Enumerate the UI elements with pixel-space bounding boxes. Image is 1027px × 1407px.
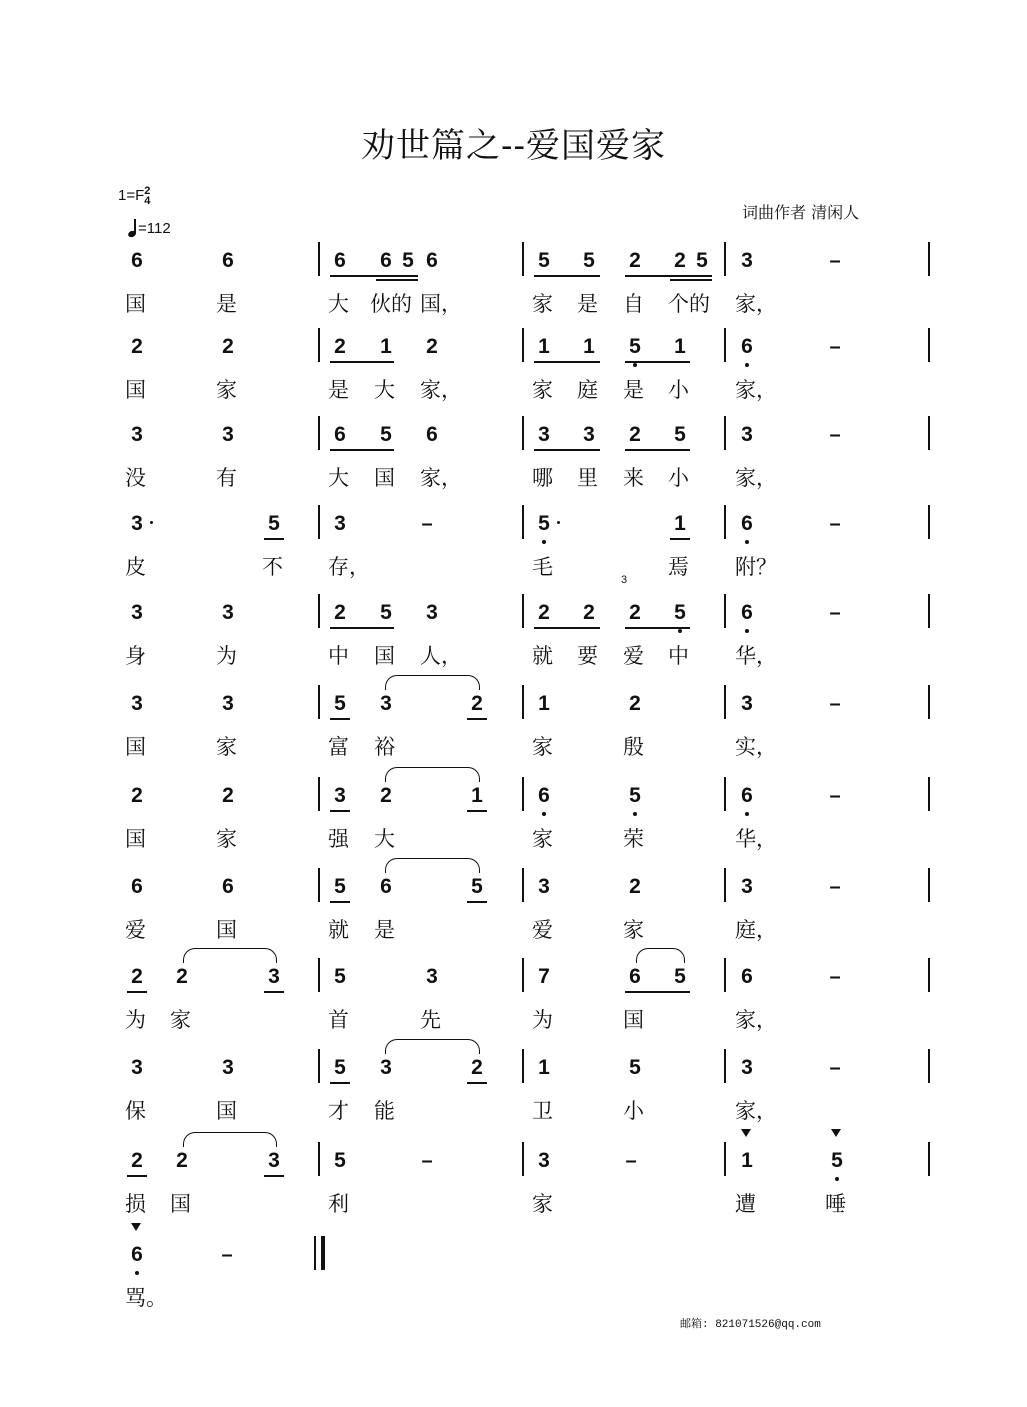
note: 2 [129,1150,145,1172]
note: 3 [131,601,143,624]
note: 5 [469,876,485,898]
bar-line [522,777,524,811]
lyric: 家 [216,378,237,402]
note: 2 [222,335,234,358]
beam-underline [376,279,418,281]
note: 1 [380,335,392,358]
low-octave-dot [678,629,682,633]
low-octave-dot [745,363,749,367]
lyric: 家， [735,378,777,402]
low-octave-dot [633,363,637,367]
bar-line [522,416,524,450]
note: 6 [741,965,753,988]
lyric: 华， [735,827,777,851]
lyric: 家， [735,466,777,490]
accent-icon [131,1223,141,1231]
accent-icon [741,1129,751,1137]
lyric: 家 [216,827,237,851]
note: 2 [538,601,550,624]
note: 6 [739,513,755,535]
lyric: 来 [623,466,644,490]
beam-underline [330,449,394,451]
note: 2 [176,965,188,988]
lyric: 利 [328,1192,349,1216]
augmentation-dot [557,521,560,524]
bar-line [724,594,726,628]
note: 3 [426,965,438,988]
lyric: 为 [125,1008,146,1032]
note: 3 [222,692,234,715]
bar-line [928,1142,930,1176]
lyric: 就 [532,644,553,668]
bar-line [928,868,930,902]
note: 2 [629,875,641,898]
note: 3 [741,1056,753,1079]
note: 1 [739,1150,755,1172]
sustain-dash: – [829,602,841,624]
low-octave-dot [633,812,637,816]
bar-line [522,685,524,719]
note: 3 [222,423,234,446]
sustain-dash: – [829,1057,841,1079]
lyric: 大 [374,378,395,402]
beam-underline [625,627,690,629]
note: 1 [674,335,686,358]
note: 5 [334,965,346,988]
sustain-dash: – [421,513,433,535]
lyric: 大 [328,466,349,490]
lyric: 国 [216,1099,237,1123]
sustain-dash: – [829,424,841,446]
key-label: 1=F [118,186,145,204]
lyric: 骂。 [125,1286,167,1310]
note: 5 [672,602,688,624]
note: 3 [266,966,282,988]
note: 6 [426,249,438,272]
beam-underline [534,361,600,363]
lyric: 中 [328,644,349,668]
lyric: 国 [125,378,146,402]
lyric: 能 [374,1099,395,1123]
beam-underline [625,449,690,451]
lyric: 自 [623,292,644,316]
lyric: 附？ [735,555,777,579]
note: 3 [741,249,753,272]
note: 6 [222,875,234,898]
note: 3 [222,1056,234,1079]
note: 3 [222,601,234,624]
lyric: 殷 [623,735,644,759]
lyric: 荣 [623,827,644,851]
lyric: 人， [420,644,462,668]
bar-line [318,328,320,362]
slur-arc [183,948,277,963]
lyric: 为 [216,644,237,668]
lyric: 才 [328,1099,349,1123]
note: 2 [129,966,145,988]
note: 6 [129,1244,145,1266]
lyric: 国 [125,292,146,316]
note: 5 [583,249,595,272]
note: 6 [629,965,641,988]
lyric: 身 [125,644,146,668]
slur-arc [385,1039,480,1054]
note: 2 [629,601,641,624]
low-octave-dot [835,1177,839,1181]
key-signature [118,186,150,206]
note: 5 [629,1056,641,1079]
note: 5 [674,423,686,446]
lyric: 家 [532,735,553,759]
note: 3 [380,1056,392,1079]
lyric: 里 [577,466,598,490]
note: 5 [402,249,414,272]
bar-line [318,242,320,276]
lyric: 不 [262,555,283,579]
sustain-dash: – [829,250,841,272]
lyric: 国 [125,827,146,851]
tuplet-marker: 3 [621,574,628,586]
bar-line [928,328,930,362]
lyric: 家， [735,1099,777,1123]
lyric: 大 [328,292,349,316]
bar-line [522,594,524,628]
note: 3 [583,423,595,446]
lyric: 损 [125,1192,146,1216]
note: 6 [334,249,346,272]
note: 5 [380,423,392,446]
note: 1 [469,785,485,807]
note: 3 [741,875,753,898]
note: 5 [266,513,282,535]
lyric: 国， [420,292,462,316]
bar-line [724,1142,726,1176]
note: 6 [426,423,438,446]
lyric: 没 [125,466,146,490]
lyric: 国 [623,1008,644,1032]
beam-underline [625,361,690,363]
final-barline [314,1236,325,1270]
lyric: 焉 [668,555,689,579]
lyric: 是 [623,378,644,402]
note: 6 [131,249,143,272]
lyric: 是 [328,378,349,402]
note: 5 [627,785,643,807]
bar-line [318,1049,320,1083]
bar-line [928,958,930,992]
lyric: 家， [735,1008,777,1032]
slur-arc [636,948,685,963]
bar-line [928,505,930,539]
tempo-label: =112 [138,220,171,237]
note: 5 [332,693,348,715]
lyric: 家 [532,292,553,316]
bar-line [724,505,726,539]
note: 2 [222,784,234,807]
note: 2 [629,692,641,715]
lyric: 国 [374,466,395,490]
slur-arc [385,858,480,873]
time-denominator: 4 [144,195,151,207]
lyric: 强 [328,827,349,851]
sustain-dash: – [829,336,841,358]
sustain-dash: – [829,785,841,807]
beam-underline [534,627,600,629]
quarter-note-icon [128,219,138,237]
lyric: 有 [216,466,237,490]
note: 2 [469,693,485,715]
sustain-dash: – [221,1244,233,1266]
low-octave-dot [745,629,749,633]
note: 3 [741,692,753,715]
lyric: 家 [532,378,553,402]
lyric: 庭， [735,918,777,942]
note: 6 [222,249,234,272]
bar-line [318,505,320,539]
lyric: 爱 [623,644,644,668]
low-octave-dot [542,540,546,544]
note: 6 [131,875,143,898]
note: 1 [538,692,550,715]
bar-line [318,416,320,450]
lyric: 大 [374,827,395,851]
lyric: 小 [668,466,689,490]
note: 6 [739,785,755,807]
bar-line [318,594,320,628]
note: 3 [538,423,550,446]
bar-line [724,685,726,719]
note: 3 [334,512,346,535]
lyric: 毛 [532,555,553,579]
note: 5 [674,965,686,988]
lyric: 实， [735,735,777,759]
lyric: 卫 [532,1099,553,1123]
lyric: 家， [420,466,462,490]
note: 5 [332,1057,348,1079]
sustain-dash: – [829,966,841,988]
bar-line [724,868,726,902]
beam-underline [534,275,600,277]
note: 5 [334,1149,346,1172]
note: 2 [131,784,143,807]
bar-line [724,958,726,992]
note: 5 [627,336,643,358]
note: 1 [538,1056,550,1079]
lyric: 家， [420,378,462,402]
bar-line [522,328,524,362]
note: 3 [426,601,438,624]
note: 1 [538,335,550,358]
note: 6 [380,249,392,272]
note: 3 [131,692,143,715]
note: 2 [469,1057,485,1079]
sustain-dash: – [421,1150,433,1172]
beam-underline [534,449,600,451]
bar-line [724,328,726,362]
sustain-dash: – [829,693,841,715]
low-octave-dot [745,540,749,544]
time-signature [144,186,150,206]
lyric: 国 [170,1192,191,1216]
bar-line [522,868,524,902]
lyric: 为 [532,1008,553,1032]
lyric: 是 [577,292,598,316]
note: 5 [829,1150,845,1172]
bar-line [724,777,726,811]
bar-line [928,242,930,276]
note: 5 [536,513,552,535]
score-title: 劝世篇之--爱国爱家 [361,126,666,166]
note: 7 [538,965,550,988]
sustain-dash: – [829,876,841,898]
bar-line [318,1142,320,1176]
lyric: 家 [532,1192,553,1216]
augmentation-dot [150,521,153,524]
bar-line [928,685,930,719]
note: 5 [696,249,708,272]
email-contact: 邮箱: 821071526@qq.com [680,1319,821,1331]
slur-arc [385,767,480,782]
note: 3 [266,1150,282,1172]
note: 2 [629,423,641,446]
bar-line [522,958,524,992]
beam-underline [670,279,712,281]
lyric: 哪 [532,466,553,490]
bar-line [724,416,726,450]
note: 6 [739,336,755,358]
bar-line [522,505,524,539]
slur-arc [183,1132,277,1147]
note: 2 [380,784,392,807]
bar-line [724,1049,726,1083]
bar-line [522,1142,524,1176]
note: 2 [176,1149,188,1172]
bar-line [522,242,524,276]
lyric: 首 [328,1008,349,1032]
note: 2 [131,335,143,358]
beam-underline [625,991,690,993]
note: 2 [674,249,686,272]
sustain-dash: – [625,1150,637,1172]
slur-arc [385,675,480,690]
note: 6 [334,423,346,446]
lyric: 庭 [577,378,598,402]
note: 2 [426,335,438,358]
bar-line [318,868,320,902]
time-numerator: 2 [144,185,151,197]
bar-line [928,777,930,811]
bar-line [724,242,726,276]
accent-icon [831,1129,841,1137]
lyric: 皮 [125,555,146,579]
note: 2 [334,601,346,624]
lyric: 家 [623,918,644,942]
lyric: 小 [668,378,689,402]
note: 3 [538,875,550,898]
lyric: 国 [125,735,146,759]
lyric: 富 [328,735,349,759]
note: 3 [741,423,753,446]
note: 3 [538,1149,550,1172]
note: 3 [131,423,143,446]
note: 3 [129,513,145,535]
lyric: 要 [577,644,598,668]
bar-line [928,416,930,450]
lyric: 家 [216,735,237,759]
lyric: 中 [668,644,689,668]
beam-underline [330,361,394,363]
bar-line [928,594,930,628]
beam-underline [330,275,418,277]
low-octave-dot [542,812,546,816]
lyric: 爱 [532,918,553,942]
note: 5 [332,876,348,898]
note: 2 [334,335,346,358]
lyric: 家 [532,827,553,851]
lyric: 个的 [668,292,710,316]
note: 5 [380,601,392,624]
lyric: 家 [170,1008,191,1032]
lyric: 伙的 [370,292,412,316]
lyric: 存， [328,555,370,579]
lyric: 国 [374,644,395,668]
note: 2 [583,601,595,624]
lyric: 小 [623,1099,644,1123]
note: 1 [672,513,688,535]
note: 2 [629,249,641,272]
tempo-marking [128,219,171,237]
bar-line [318,958,320,992]
sustain-dash: – [829,513,841,535]
beam-underline [625,275,712,277]
lyric: 爱 [125,918,146,942]
lyric: 华， [735,644,777,668]
lyric: 是 [216,292,237,316]
low-octave-dot [135,1271,139,1275]
bar-line [318,777,320,811]
note: 6 [380,875,392,898]
bar-line [522,1049,524,1083]
bar-line [928,1049,930,1083]
beam-underline [330,627,394,629]
note: 6 [739,602,755,624]
bar-line [318,685,320,719]
lyric: 就 [328,918,349,942]
lyric: 遭 [735,1192,756,1216]
note: 5 [538,249,550,272]
note: 3 [332,785,348,807]
lyric: 家， [735,292,777,316]
note: 3 [131,1056,143,1079]
note: 1 [583,335,595,358]
note: 6 [536,785,552,807]
author-credit: 词曲作者 清闲人 [742,203,860,222]
lyric: 保 [125,1099,146,1123]
lyric: 裕 [374,735,395,759]
low-octave-dot [745,812,749,816]
lyric: 是 [374,918,395,942]
note: 3 [380,692,392,715]
lyric: 先 [420,1008,441,1032]
lyric: 国 [216,918,237,942]
lyric: 唾 [825,1192,846,1216]
